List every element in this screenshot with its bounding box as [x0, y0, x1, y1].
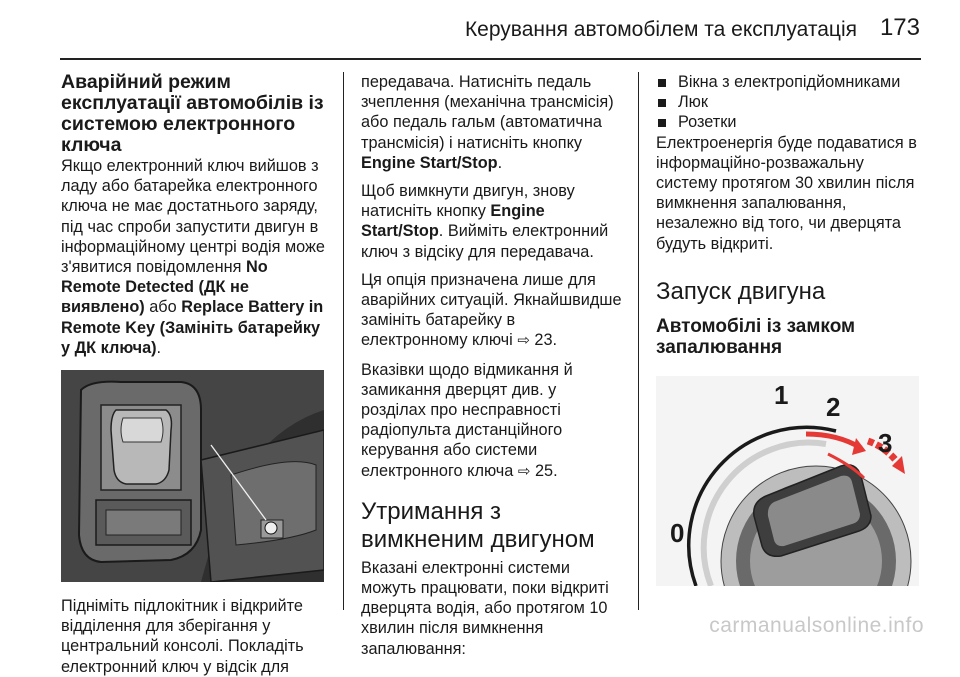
paragraph-retained-power: Вказані електронні системи можуть працювати, поки відкриті дверцята водія, або протягом 10 хвилин після вимкнення запалювання:: [361, 558, 609, 658]
column-1: [61, 72, 327, 677]
section-heading-retained-power: Утримання з вимкненим двигуном: [361, 497, 595, 553]
page-reference-arrow-icon: ⇨: [517, 332, 530, 350]
list-item: Люк: [656, 92, 922, 112]
paragraph-door-instructions: Вказівки щодо відмикання й замикання дверцят див. у розділах про несправності радіопульта дистанційного керування або системи електронного ключа ⇨ 25.: [361, 360, 573, 480]
paragraph-armrest: Підніміть підлокітник і відкрийте відділення для зберігання у центральний консолі. Покладіть електронний ключ у відсік для: [61, 597, 304, 676]
paragraph-emergency-only: Ця опція призначена лише для аварійних ситуацій. Якнайшвидше замініть батарейку в електронному ключі ⇨ 23.: [361, 270, 622, 350]
paragraph-press-pedal: передавача. Натисніть педаль зчеплення (механічна трансмісія) або педаль гальм (автоматична трансмісія) і натисніть кнопку Engine Start/Stop.: [361, 73, 614, 172]
page-reference-arrow-icon: ⇨: [517, 462, 531, 480]
paragraph-infotainment-power: Електроенергія буде подаватися в інформаційно-розважальну систему протягом 30 хвилин після вимкнення запалювання, незалежно від того, чи дверцята будуть відкриті.: [656, 133, 917, 253]
watermark: carmanualsonline.info: [709, 614, 924, 637]
armrest-storage-illustration: [61, 370, 324, 582]
ignition-position-0: 0: [670, 517, 685, 548]
message-replace-battery: Replace Battery in Remote Key (Замініть батарейку у ДК ключа): [61, 298, 324, 357]
ignition-switch-illustration: [656, 376, 919, 586]
column-2: [361, 72, 625, 659]
page-number: 173: [879, 14, 920, 41]
engine-start-stop-label: Engine Start/Stop: [361, 153, 498, 172]
header-divider: [60, 58, 921, 60]
paragraph-key-failure: Якщо електронний ключ вийшов з ладу або батарейка електронного ключа не має достатнього заряду, під час спроби запустити двигун в інформаційному центрі водія може з'явитися повідомлення No Remote Detected (ДК не виявлено) або Replace Battery in Remote Key (Замініть батарейку у ДК ключа).: [61, 157, 325, 357]
column-divider-1: [343, 72, 344, 610]
ignition-position-1: 1: [774, 379, 789, 410]
subheading-ignition-lock: Автомобілі із замком запалювання: [656, 315, 856, 358]
column-divider-2: [638, 72, 639, 610]
retained-power-list: [656, 72, 922, 133]
section-heading-emergency-mode: Аварійний режим експлуатації автомобілів із системою електронного ключа: [61, 71, 324, 156]
list-item: Вікна з електропідйомниками: [656, 72, 922, 92]
engine-start-stop-label: Engine Start/Stop: [361, 202, 545, 241]
page-reference-link[interactable]: 23: [534, 331, 553, 350]
list-item: Розетки: [656, 112, 922, 132]
page-header-title: Керування автомобілем та експлуатація: [464, 18, 857, 41]
paragraph-stop-engine: Щоб вимкнути двигун, знову натисніть кнопку Engine Start/Stop. Вийміть електронний ключ з відсіку для передавача.: [361, 182, 609, 261]
ignition-position-3: 3: [878, 427, 893, 458]
ignition-position-2: 2: [826, 391, 841, 422]
section-heading-engine-start: Запуск двигуна: [656, 277, 826, 305]
message-no-remote: No Remote Detected (ДК не виявлено): [61, 258, 268, 317]
page-reference-link[interactable]: 25: [534, 461, 554, 480]
column-3: [656, 72, 922, 586]
